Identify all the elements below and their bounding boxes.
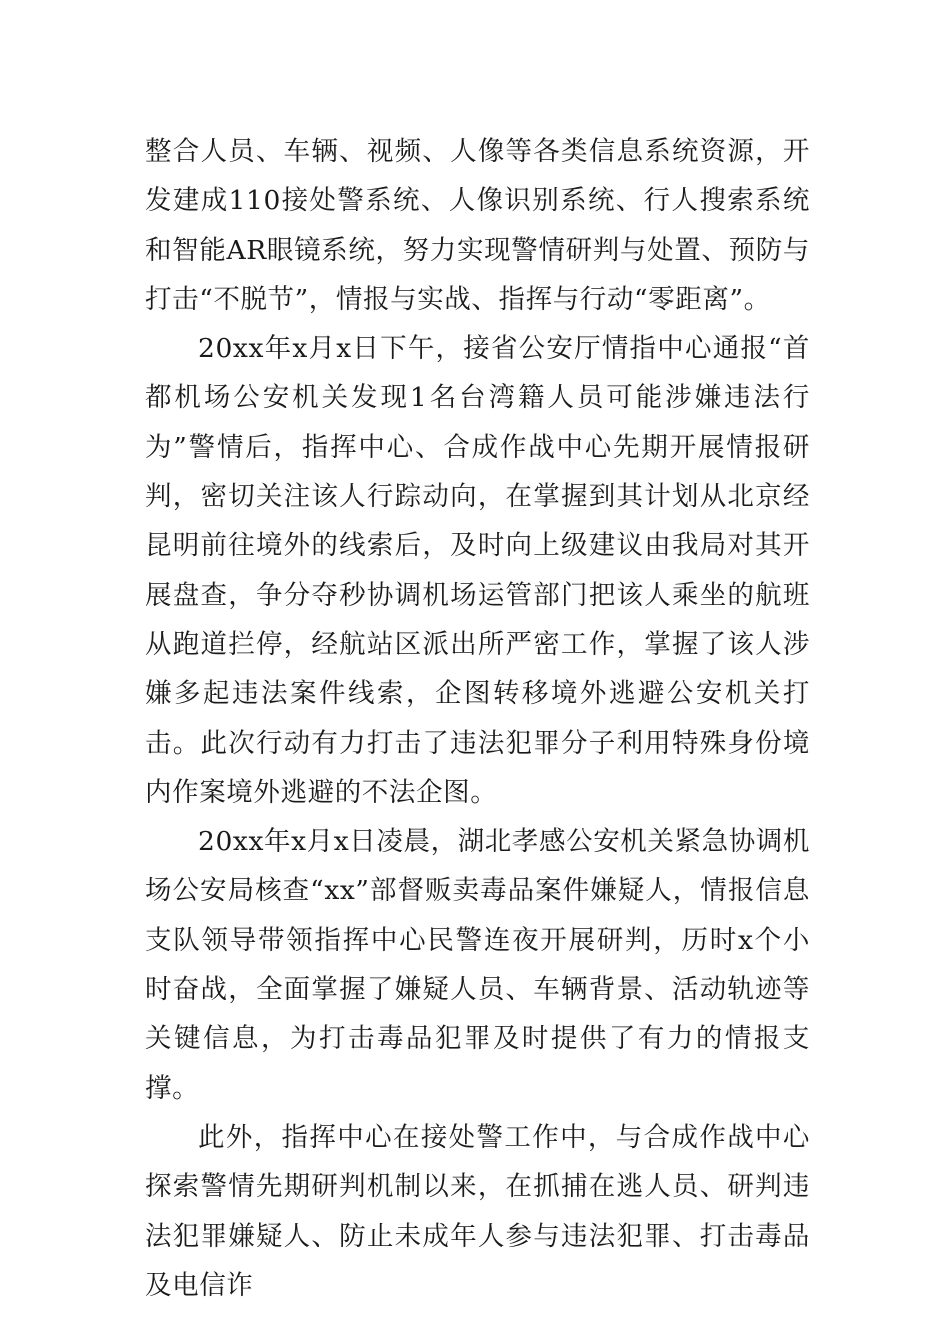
paragraph-2: 20xx年x月x日下午，接省公安厅情指中心通报“首都机场公安机关发现1名台湾籍人员可能涉嫌违法行为”警情后，指挥中心、合成作战中心先期开展情报研判，密切关注该人行踪动向，在掌握到其计划从北京经昆明前往境外的线索后，及时向上级建议由我局对其开展盘查，争分夺秒协调机场运管部门把该人乘坐的航班从跑道拦停，经航站区派出所严密工作，掌握了该人涉嫌多起违法案件线索，企图转移境外逃避公安机关打击。此次行动有力打击了违法犯罪分子利用特殊身份境内作案境外逃避的不法企图。 bbox=[145, 333, 810, 808]
document-body bbox=[145, 127, 810, 1310]
paragraph-3: 20xx年x月x日凌晨，湖北孝感公安机关紧急协调机场公安局核查“xx”部督贩卖毒品案件嫌疑人，情报信息支队领导带领指挥中心民警连夜开展研判，历时x个小时奋战，全面掌握了嫌疑人员、车辆背景、活动轨迹等关键信息，为打击毒品犯罪及时提供了有力的情报支撑。 bbox=[145, 826, 810, 1104]
paragraph-4: 此外，指挥中心在接处警工作中，与合成作战中心探索警情先期研判机制以来，在抓捕在逃人员、研判违法犯罪嫌疑人、防止未成年人参与违法犯罪、打击毒品及电信诈 bbox=[145, 1121, 810, 1301]
paragraph-1: 整合人员、车辆、视频、人像等各类信息系统资源，开发建成110接处警系统、人像识别系统、行人搜索系统和智能AR眼镜系统，努力实现警情研判与处置、预防与打击“不脱节”，情报与实战、指挥与行动“零距离”。 bbox=[145, 136, 810, 315]
